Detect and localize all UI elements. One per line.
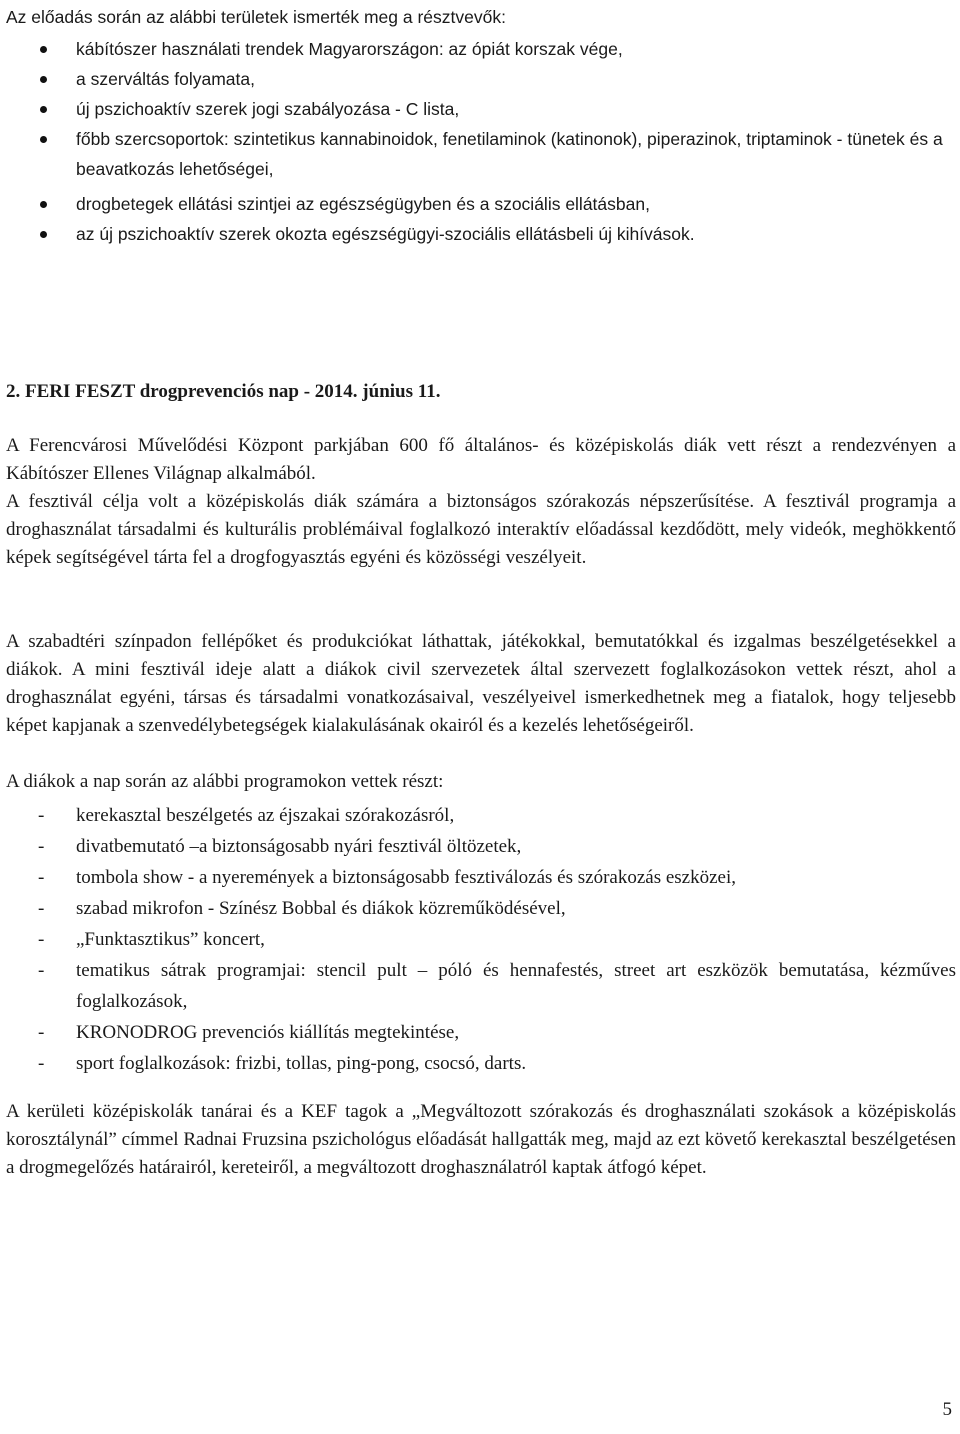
program-item: - tombola show - a nyeremények a biztonságosabb fesztiválozás és szórakozás eszközei, [0,862,960,893]
program-item: - kerekasztal beszélgetés az éjszakai szórakozásról, [0,800,960,831]
page-number: 5 [942,1399,952,1420]
bullet-item: kábítószer használati trendek Magyarországon: az ópiát korszak vége, [0,34,960,64]
bullet-icon [40,106,47,113]
program-item: - divatbemutató –a biztonságosabb nyári fesztivál öltözetek, [0,831,960,862]
bullet-item: az új pszichoaktív szerek okozta egészségügyi-szociális ellátásbeli új kihívások. [0,219,960,249]
program-item: - szabad mikrofon - Színész Bobbal és diákok közreműködésével, [0,893,960,924]
dash-marker: - [38,867,45,888]
bullet-item: drogbetegek ellátási szintjei az egészségügyben és a szociális ellátásban, [0,189,960,219]
bullet-item: új pszichoaktív szerek jogi szabályozása - C lista, [0,94,960,124]
bullet-icon [40,136,47,143]
dash-marker: - [38,836,45,857]
bullet-icon [40,76,47,83]
intro-text: Az előadás során az alábbi területek ismerték meg a résztvevők: [6,7,506,27]
dash-marker: - [38,1053,45,1074]
topics-bullet-list [0,34,960,249]
bullet-icon [40,46,47,53]
programs-list-intro: A diákok a nap során az alábbi programokon vettek részt: [6,771,444,792]
bullet-icon [40,231,47,238]
bullet-item: a szerváltás folyamata, [0,64,960,94]
paragraph-festival-goal: A fesztivál célja volt a középiskolás diák számára a biztonságos szórakozás népszerűsítése. A fesztivál programja a droghasználat társadalmi és kulturális problémáival foglalkozó interaktív előadással kezdődött, mely videók, meghökkentő képek segítségével tárta fel a drogfogyasztás egyéni és közösségi veszélyeit. [6,491,956,568]
dash-marker: - [38,898,45,919]
dash-marker: - [38,805,45,826]
paragraph-venue: A Ferencvárosi Művelődési Központ parkjában 600 fő általános- és középiskolás diák vett részt a rendezvényen a Kábítószer Ellenes Világnap alkalmából. [6,435,956,484]
bullet-icon [40,201,47,208]
program-item: - tematikus sátrak programjai: stencil pult – póló és hennafestés, street art eszközök bemutatása, kézműves foglalkozások, [0,955,960,1017]
paragraph-teachers-lecture: A kerületi középiskolák tanárai és a KEF tagok a „Megváltozott szórakozás és droghasználati szokások a középiskolás korosztálynál” címmel Radnai Fruzsina pszichológus előadását hallgatták meg, majd az ezt követő kerekasztal beszélgetésen a drogmegelőzés határairól, kereteiről, a megváltozott droghasználatról kaptak átfogó képet. [6,1101,956,1178]
dash-marker: - [38,1022,45,1043]
program-item: - „Funktasztikus” koncert, [0,924,960,955]
dash-marker: - [38,960,45,981]
program-item: - KRONODROG prevenciós kiállítás megtekintése, [0,1017,960,1048]
bullet-item: főbb szercsoportok: szintetikus kannabinoidok, fenetilaminok (katinonok), piperazinok, triptaminok - tünetek és a beavatkozás lehetőségei, [0,124,960,184]
programs-list [0,800,960,1079]
dash-marker: - [38,929,45,950]
paragraph-stage-program: A szabadtéri színpadon fellépőket és produkciókat láthattak, játékokkal, bemutatókkal és izgalmas beszélgetésekkel a diákok. A mini fesztivál ideje alatt a diákok civil szervezetek által szervezett foglalkozásokon vettek részt, ahol a droghasználat egyéni, társas és társadalmi vonatkozásaival, veszélyeivel ismerkedhetnek meg a fiatalok, hogy teljesebb képet kapjanak a szenvedélybetegségek kialakulásának okairól és a kezelés lehetőségeiről. [6,631,956,736]
section-heading: 2. FERI FESZT drogprevenciós nap - 2014. június 11. [6,381,441,402]
program-item: - sport foglalkozások: frizbi, tollas, ping-pong, csocsó, darts. [0,1048,960,1079]
